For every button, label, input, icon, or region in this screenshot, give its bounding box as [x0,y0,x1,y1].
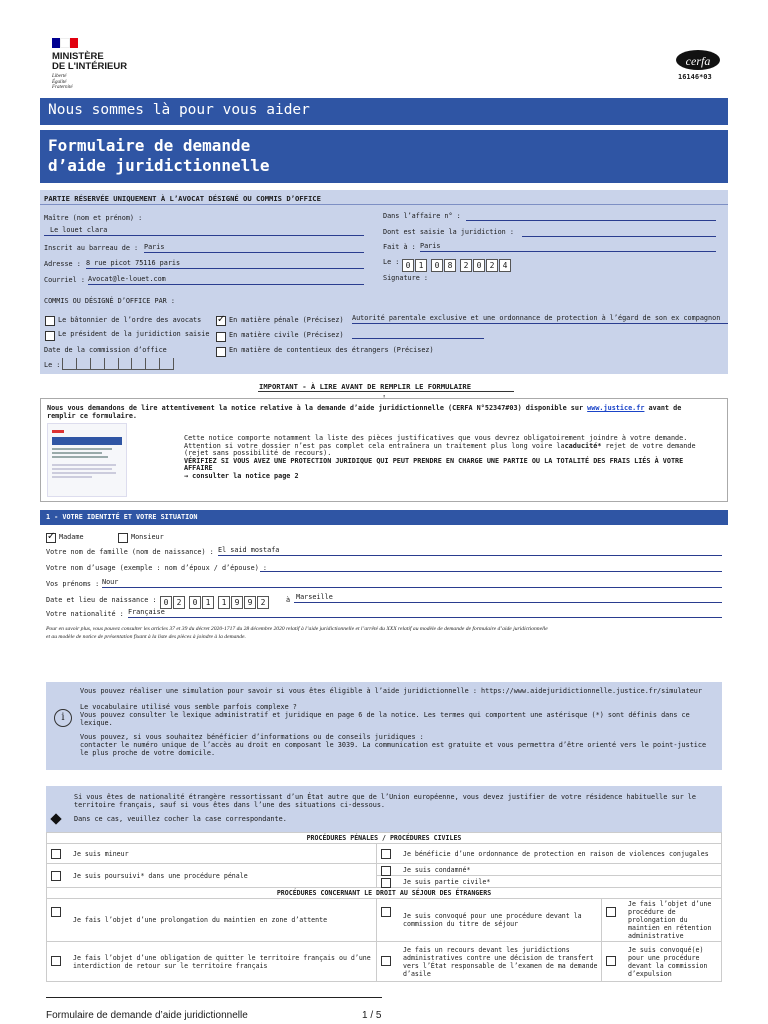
etrangers-checkbox[interactable] [216,347,226,357]
batonnier-label: Le bâtonnier de l’ordre des avocats [58,316,202,324]
penale-label: En matière pénale (Précisez) [229,316,344,324]
important-colon: : [382,392,387,401]
barreau-field[interactable]: Paris [144,243,364,253]
ordonnance-checkbox[interactable] [381,849,391,859]
zone-attente-checkbox[interactable] [51,907,61,917]
procedures-table [46,832,722,982]
diamond-icon [50,813,61,824]
batonnier-checkbox[interactable] [45,316,55,326]
date-digit-box[interactable]: 2 [460,259,472,272]
section1-header [40,510,728,525]
zone-attente-label: Je fais l’objet d’une prolongation du maintien en zone d’attente [73,916,328,924]
info-panel [46,682,722,770]
banner-title [40,130,728,183]
banner-help-text: Nous sommes là pour vous aider [48,102,310,118]
juridiction-label: Dont est saisie la juridiction : [383,228,514,236]
monsieur-checkbox[interactable] [118,533,128,543]
naissance-label: Date et lieu de naissance : [46,596,157,604]
date-digit-box[interactable]: 1 [218,596,230,609]
condamne-checkbox[interactable] [381,866,391,876]
notice-thumbnail [47,423,127,497]
date-digit-box[interactable]: 2 [173,596,185,609]
important-box [40,398,728,502]
section1-title: 1 - VOTRE IDENTITÉ ET VOTRE SITUATION [46,513,198,521]
date-digit-box[interactable]: 0 [473,259,485,272]
legal-note: Pour en savoir plus, vous pouvez consulter les articles 37 et 39 du décret 2020-1717 du 28 décembre 2020 relatif à l’aide juridictionnelle et l’arrêté du XXX relatif au modèle de demande de formulaire d’aide juridictionnelle et au modèle de notice de présentation fixant à la liste des pièces à joindre à la demande. [46,626,548,640]
fait-label: Fait à : [383,243,416,251]
retention-checkbox[interactable] [606,907,616,917]
usage-label: Votre nom d’usage (exemple : nom d’époux / d’épouse) : [46,564,267,572]
banner-help [40,98,728,125]
affaire-label: Dans l’affaire n° : [383,212,461,220]
civile-checkbox[interactable] [216,332,226,342]
date-digit-box[interactable]: 8 [444,259,456,272]
madame-checkbox[interactable] [46,533,56,543]
date-digit-box[interactable]: 0 [402,259,414,272]
affaire-field[interactable] [466,212,716,221]
commis-label: COMMIS OU DÉSIGNÉ D’OFFICE PAR : [44,297,175,305]
penal-civil-header: PROCÉDURES PÉNALES / PROCÉDURES CIVILES [47,833,722,844]
important-intro: Nous vous demandons de lire attentivement la notice relative à la demande d’aide juridictionnelle (CERFA N°52347#03) disponible sur www.justice.fr avant de remplir ce formulaire. [47,404,682,420]
important-title: IMPORTANT - À LIRE AVANT DE REMPLIR LE FORMULAIRE [259,382,472,391]
republic-motto: Liberté Égalité Fraternité [52,74,73,90]
foreign-text: Si vous êtes de nationalité étrangère ressortissant d’un État autre que de l’Union européenne, vous devez justifier de votre résidence habituelle sur le territoire français, sauf si vous êtes dans l’une des situations ci-dessous. [74,793,696,809]
courriel-field[interactable]: Avocat@le-louet.com [88,275,364,285]
date-digit-box[interactable]: 2 [257,596,269,609]
oqtf-label: Je fais l’objet d’une obligation de quitter le territoire français ou d’une interdiction de retour sur le territoire français [73,953,371,970]
date-digits[interactable] [402,253,512,272]
civile-label: En matière civile (Précisez) [229,331,344,339]
republic-flag-logo [52,38,78,48]
page-title: Formulaire de demande d’aide juridictionnelle [48,136,270,175]
ordonnance-label: Je bénéficie d’une ordonnance de protection en raison de violences conjugales [403,849,709,858]
date-digit-box[interactable]: 1 [202,596,214,609]
usage-field[interactable] [260,563,722,572]
adresse-label: Adresse : [44,260,81,268]
date-digit-box[interactable]: 2 [486,259,498,272]
lieu-field[interactable]: Marseille [294,593,722,603]
president-label: Le président de la juridiction saisie [58,330,210,338]
partie-civile-checkbox[interactable] [381,878,391,888]
retention-label: Je fais l’objet d’une procédure de prolongation du maintien en rétention administrative [628,900,712,940]
nationalite-label: Votre nationalité : [46,610,124,618]
titre-sejour-checkbox[interactable] [381,907,391,917]
nom-label: Votre nom de famille (nom de naissance) : [46,548,214,556]
signature-label: Signature : [383,274,429,282]
prenoms-label: Vos prénoms : [46,580,100,588]
poursuivi-checkbox[interactable] [51,871,61,881]
justice-link[interactable]: www.justice.fr [587,404,645,412]
foreign-panel [46,786,722,978]
partie-civile-label: Je suis partie civile* [403,877,491,886]
expulsion-label: Je suis convoqué(e) pour une procédure devant la commission d’expulsion [628,945,708,978]
date-digit-box[interactable]: 1 [415,259,427,272]
courriel-label: Courriel : [44,276,85,284]
condamne-label: Je suis condamné* [403,865,471,874]
madame-label: Madame [59,533,84,541]
date-digit-box[interactable]: 0 [431,259,443,272]
commission-date-label: Le : [44,361,61,369]
date-commission-label: Date de la commission d’office [44,346,167,354]
ministry-name: MINISTÈRE DE L'INTÉRIEUR [52,51,128,72]
poursuivi-label: Je suis poursuivi* dans une procédure pénale [73,871,248,880]
date-label: Le : [383,258,400,266]
titre-sejour-label: Je suis convoqué pour une procédure devant la commission du titre de séjour [403,912,582,928]
barreau-label: Inscrit au barreau de : [44,244,139,252]
a-label: à [286,596,291,604]
info-text: Vous pouvez réaliser une simulation pour savoir si vous êtes éligible à l’aide juridictionnelle : https://www.aidejuridictionnelle.justice.fr/simulateur Le vocabulaire utilisé vous semble parfois complexe ? Vous pouvez consulter le lexique administratif et juridique en page 6 de la notice. Les termes qui comportent une astérisque (*) sont définis dans ce lexique. Vous pouvez, si vous souhaitez bénéficier d’informations ou de conseils juridiques : contacter le numéro unique de l’accès au droit en composant le 3039. La communication est gratuite et vous permettra d’être orienté vers le point-justice le plus proche de votre domicile. [80,687,707,757]
monsieur-label: Monsieur [131,533,164,541]
cerfa-number: 16146*03 [678,73,712,81]
sejour-header: PROCÉDURES CONCERNANT LE DROIT AU SÉJOUR DES ÉTRANGERS [47,888,722,899]
lawyer-section [40,190,728,374]
penale-checkbox[interactable] [216,316,226,326]
date-digit-box[interactable]: 0 [189,596,201,609]
foreign-instruction: Dans ce cas, veuillez cocher la case correspondante. [74,815,287,823]
civile-field[interactable] [352,330,484,339]
date-digit-box[interactable]: 9 [244,596,256,609]
date-digit-box[interactable]: 0 [160,596,172,609]
nom-field[interactable]: El said mostafa [218,546,722,556]
oqtf-checkbox[interactable] [51,956,61,966]
cerfa-logo: cerfa [676,50,720,70]
transfert-checkbox[interactable] [381,956,391,966]
lawyer-section-title: PARTIE RÉSERVÉE UNIQUEMENT À L’AVOCAT DÉSIGNÉ OU COMMIS D’OFFICE [44,194,321,203]
expulsion-checkbox[interactable] [606,956,616,966]
adresse-field[interactable]: 8 rue picot 75116 paris [86,259,364,269]
maitre-label: Maître (nom et prénom) : [44,214,143,222]
fait-field[interactable]: Paris [420,242,716,252]
commission-date-field[interactable] [62,358,174,370]
nationalite-field[interactable]: Française [128,608,722,618]
date-digit-box[interactable]: 4 [499,259,511,272]
transfert-label: Je fais un recours devant les juridictions administratives contre une décision de transfert vers l’État responsable de l’examen de ma demande d’asile [403,945,598,978]
penale-field[interactable]: Autorité parentale exclusive et une ordonnance de protection à l’égard de son ex compagnon [352,314,728,324]
mineur-label: Je suis mineur [73,849,129,858]
page-number: 1 / 5 [362,1010,382,1021]
etrangers-label: En matière de contentieux des étrangers (Précisez) [229,346,434,354]
birth-date-digits[interactable] [160,590,270,609]
date-digit-box[interactable]: 9 [231,596,243,609]
maitre-field[interactable]: Le louet clara [44,226,364,236]
info-icon: i [54,709,72,727]
prenoms-field[interactable]: Nour [102,578,722,588]
mineur-checkbox[interactable] [51,849,61,859]
president-checkbox[interactable] [45,331,55,341]
important-text: Cette notice comporte notamment la liste des pièces justificatives que vous devrez obligatoirement joindre à votre demande. Attention si votre dossier n’est pas complet cela entraînera un traitement plus long voire lacaducité* rejet de votre demande (rejet sans possibilité de recours). VÉRIFIEZ SI VOUS AVEZ UNE PROTECTION JURIDIQUE QUI PEUT PRENDRE EN CHARGE UNE PARTIE OU LA TOTALITÉ DES FRAIS LIÉS À VOTRE AFFAIRE → consulter la notice page 2 [184,434,696,480]
juridiction-field[interactable] [522,228,716,237]
footer-title: Formulaire de demande d’aide juridictionnelle [46,1010,248,1021]
